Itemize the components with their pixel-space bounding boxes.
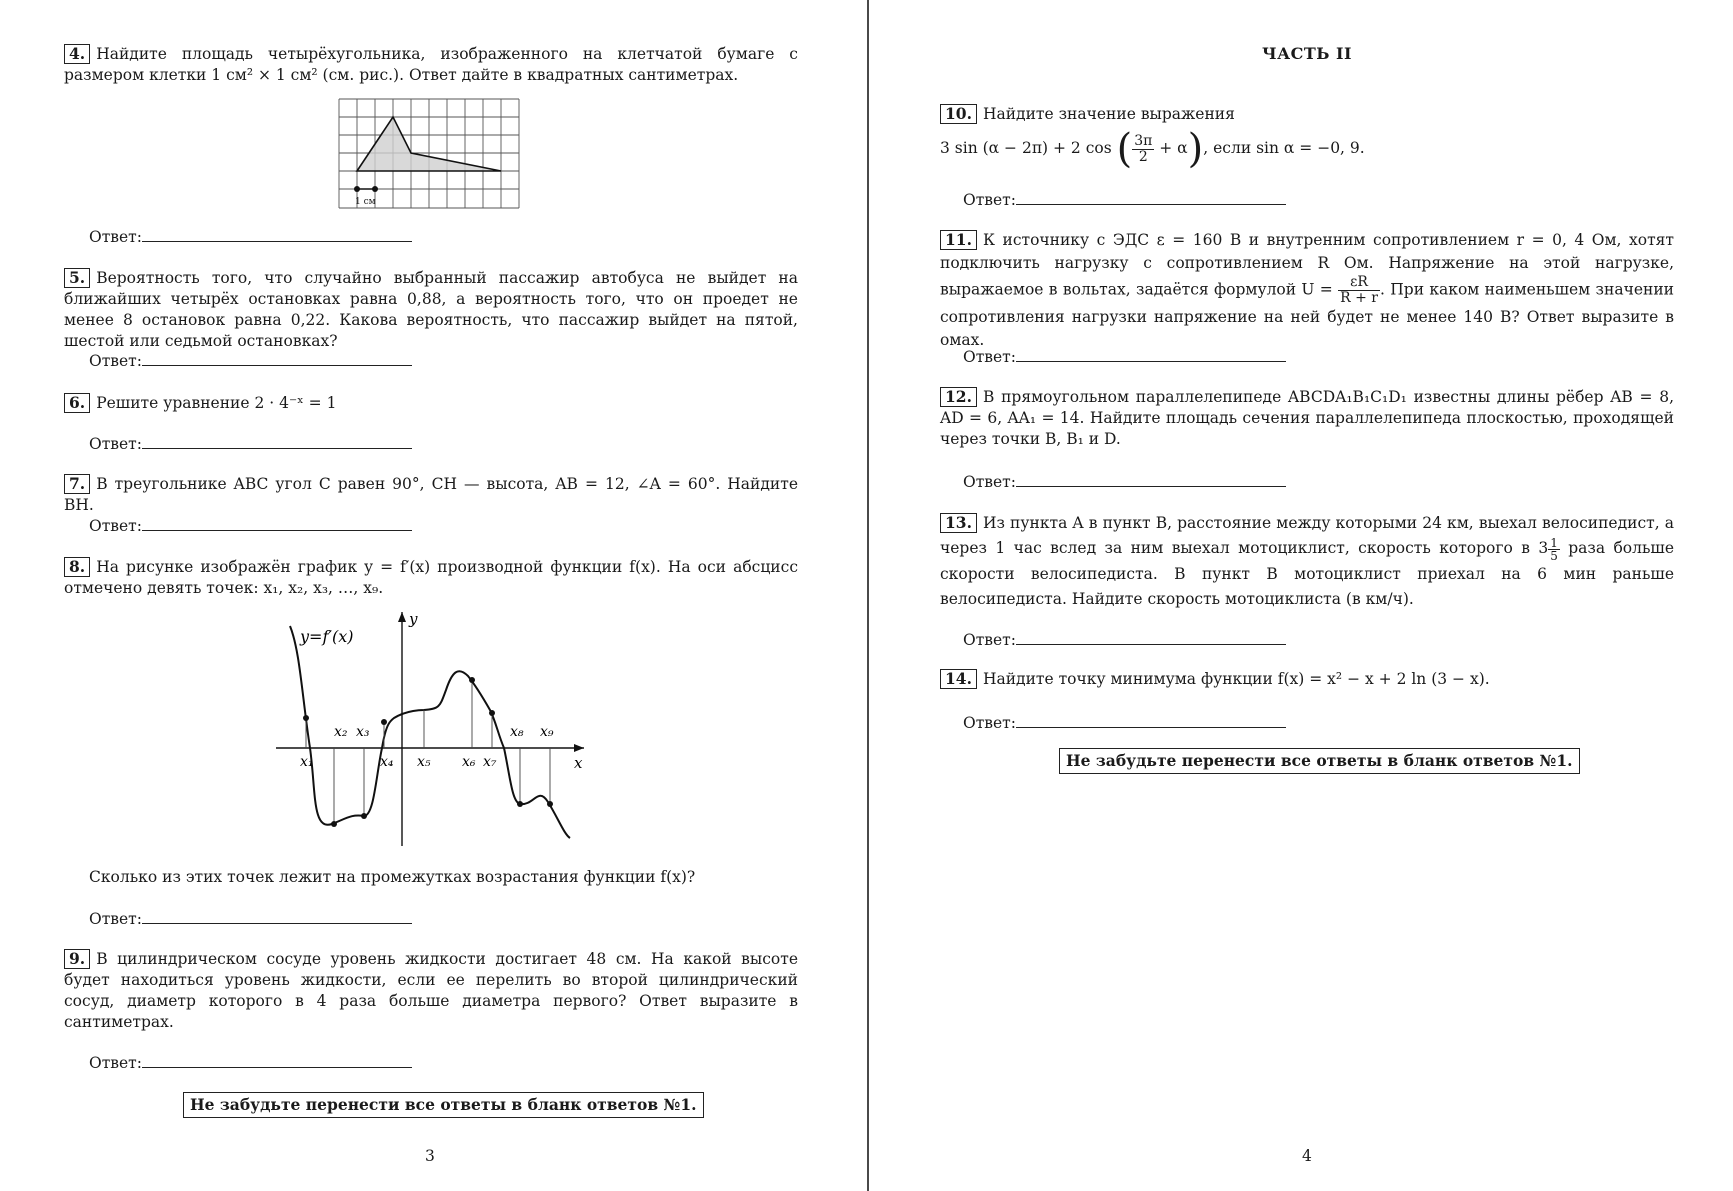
answer-field-9[interactable] xyxy=(142,1053,412,1068)
reminder-box: Не забудьте перенести все ответы в бланк ответов №1. xyxy=(1059,748,1580,774)
problem-number: 7. xyxy=(64,474,90,494)
answer-5 xyxy=(89,351,412,370)
problem-8-question: Сколько из этих точек лежит на промежутках возрастания функции f(x)? xyxy=(89,868,696,886)
answer-label: Ответ: xyxy=(963,473,1016,491)
paren-open: ( xyxy=(1116,126,1133,172)
problem-number: 8. xyxy=(64,557,90,577)
point-label: x₈ xyxy=(510,724,524,740)
problem-text: В треугольнике ABC угол C равен 90°, CH — высота, AB = 12, ∠A = 60°. Найдите BH. xyxy=(64,475,798,514)
point-label: x₉ xyxy=(540,724,554,740)
problem-text: Из пункта A в пункт B, расстояние между которыми 24 км, выехал велосипедист, а через 1 час вслед за ним выехал мотоциклист, скорость которого в 3 xyxy=(940,514,1674,557)
frac-denominator: 5 xyxy=(1550,548,1558,563)
problem-text: раза больше скорости велосипедиста. В пункт B мотоциклист приехал на 6 мин раньше велосипедиста. Найдите скорость мотоциклиста (в км/ч). xyxy=(940,539,1675,608)
answer-13 xyxy=(963,630,1286,649)
problem-5 xyxy=(64,268,798,352)
problem-11 xyxy=(940,229,1674,352)
answer-6 xyxy=(89,434,412,453)
problem-13 xyxy=(940,511,1674,612)
problem-text: Вероятность того, что случайно выбранный пассажир автобуса не выйдет на ближайших четырёх остановках равна 0,88, а вероятность того, что он проедет не менее 8 остановок равна 0,22. Какова вероятность, что пассажир выйдет на пятой, шестой или седьмой остановках? xyxy=(64,269,798,350)
point-label: x₁ xyxy=(300,754,314,770)
problem-number: 9. xyxy=(64,949,90,969)
problem-number: 5. xyxy=(64,268,90,288)
problem-text: В цилиндрическом сосуде уровень жидкости достигает 48 см. На какой высоте будет находиться уровень жидкости, если ее перелить во второй цилиндрический сосуд, диаметр которого в 4 раза больше диаметра первого? Ответ выразите в сантиметрах. xyxy=(64,950,798,1031)
answer-field-4[interactable] xyxy=(142,227,412,242)
problem-text: Найдите точку минимума функции f(x) = x² − x + 2 ln (3 − x). xyxy=(982,670,1490,688)
problem-7 xyxy=(64,474,798,516)
answer-11 xyxy=(963,347,1286,366)
derivative-graph xyxy=(272,606,590,852)
problem-number: 6. xyxy=(64,393,90,413)
problem-number: 13. xyxy=(940,513,977,533)
problem-4 xyxy=(64,44,798,86)
expr-part: + α xyxy=(1159,139,1188,157)
page-number: 3 xyxy=(425,1147,435,1165)
answer-field-14[interactable] xyxy=(1016,713,1286,728)
point-label: x₃ xyxy=(356,724,370,740)
answer-field-12[interactable] xyxy=(1016,472,1286,487)
problem-number: 12. xyxy=(940,387,977,407)
problem-text: На рисунке изображён график y = f′(x) производной функции f(x). На оси абсцисс отмечено девять точек: x₁, x₂, x₃, …, x₉. xyxy=(64,558,798,597)
frac-numerator: 3π xyxy=(1134,132,1153,149)
frac-numerator: 1 xyxy=(1550,535,1558,550)
problem-text: Найдите значение выражения xyxy=(982,105,1235,123)
point-label: x₆ xyxy=(462,754,476,770)
answer-14 xyxy=(963,713,1286,732)
answer-label: Ответ: xyxy=(89,352,142,370)
answer-label: Ответ: xyxy=(963,348,1016,366)
answer-4 xyxy=(89,227,412,246)
answer-label: Ответ: xyxy=(963,191,1016,209)
problem-text: Найдите площадь четырёхугольника, изображенного на клетчатой бумаге с размером клетки 1 см² × 1 см² (см. рис.). Ответ дайте в квадратных сантиметрах. xyxy=(64,45,798,84)
graph-title: y=f′(x) xyxy=(300,627,354,646)
problem-number: 14. xyxy=(940,669,977,689)
fraction xyxy=(1338,275,1380,306)
fraction xyxy=(1548,537,1560,562)
answer-field-8[interactable] xyxy=(142,909,412,924)
problem-12 xyxy=(940,387,1674,450)
frac-denominator: 2 xyxy=(1138,148,1148,165)
grid-figure xyxy=(338,98,522,210)
problem-number: 11. xyxy=(940,230,977,250)
answer-label: Ответ: xyxy=(89,910,142,928)
axis-y-label: y xyxy=(409,610,418,628)
answer-9 xyxy=(89,1053,412,1072)
answer-10 xyxy=(963,190,1286,209)
problem-text: В прямоугольном параллелепипеде ABCDA₁B₁C₁D₁ известны длины рёбер AB = 8, AD = 6, AA₁ = 14. Найдите площадь сечения параллелепипеда плоскостью, проходящей через точки B, B₁ и D. xyxy=(940,388,1674,448)
derivative-curve xyxy=(290,626,570,838)
expr-part: , если sin α = −0, 9. xyxy=(1203,139,1365,157)
problem-6 xyxy=(64,393,798,414)
answer-field-6[interactable] xyxy=(142,434,412,449)
point-label: x₅ xyxy=(417,754,431,770)
frac-denominator: R + r xyxy=(1340,290,1378,306)
paren-close: ) xyxy=(1187,126,1204,172)
problem-number: 10. xyxy=(940,104,977,124)
answer-field-13[interactable] xyxy=(1016,630,1286,645)
problem-number: 4. xyxy=(64,44,90,64)
section-heading: ЧАСТЬ II xyxy=(1262,44,1353,63)
answer-7 xyxy=(89,516,412,535)
problem-10 xyxy=(940,104,1674,125)
answer-label: Ответ: xyxy=(89,517,142,535)
answer-field-10[interactable] xyxy=(1016,190,1286,205)
expr-part: 3 sin (α − 2π) + 2 cos xyxy=(940,139,1112,157)
unit-label: 1 см xyxy=(355,197,376,207)
answer-label: Ответ: xyxy=(89,228,142,246)
answer-field-5[interactable] xyxy=(142,351,412,366)
answer-label: Ответ: xyxy=(89,1054,142,1072)
problem-8 xyxy=(64,557,798,599)
reminder-box: Не забудьте перенести все ответы в бланк ответов №1. xyxy=(183,1092,704,1118)
answer-8 xyxy=(89,909,412,928)
point-label: x₂ xyxy=(334,724,348,740)
answer-field-11[interactable] xyxy=(1016,347,1286,362)
answer-label: Ответ: xyxy=(89,435,142,453)
frac-numerator: εR xyxy=(1338,275,1380,291)
problem-9 xyxy=(64,949,798,1033)
fraction xyxy=(1132,134,1154,165)
problem-text: Решите уравнение 2 · 4⁻ˣ = 1 xyxy=(96,394,337,412)
answer-12 xyxy=(963,472,1286,491)
point-label: x₄ xyxy=(380,754,394,770)
problem-text: . При каком наименьшем значении сопротивления нагрузки напряжение на ней будет не менее 140 В? Ответ выразите в омах. xyxy=(940,280,1674,349)
point-label: x₇ xyxy=(483,754,497,770)
page-number: 4 xyxy=(1302,1147,1312,1165)
problem-10-expression xyxy=(940,126,1674,172)
problem-14 xyxy=(940,669,1674,690)
answer-label: Ответ: xyxy=(963,714,1016,732)
axis-x-label: x xyxy=(574,754,583,772)
answer-field-7[interactable] xyxy=(142,516,412,531)
problem-text: К источнику с ЭДС ε = 160 В и внутренним сопротивлением r = 0, 4 Ом, хотят подключить нагрузку с сопротивлением R Ом. Напряжение на этой нагрузке, выражаемое в вольтах, задаётся формулой U = xyxy=(940,231,1674,299)
answer-label: Ответ: xyxy=(963,631,1016,649)
page-4 xyxy=(869,0,1733,1191)
